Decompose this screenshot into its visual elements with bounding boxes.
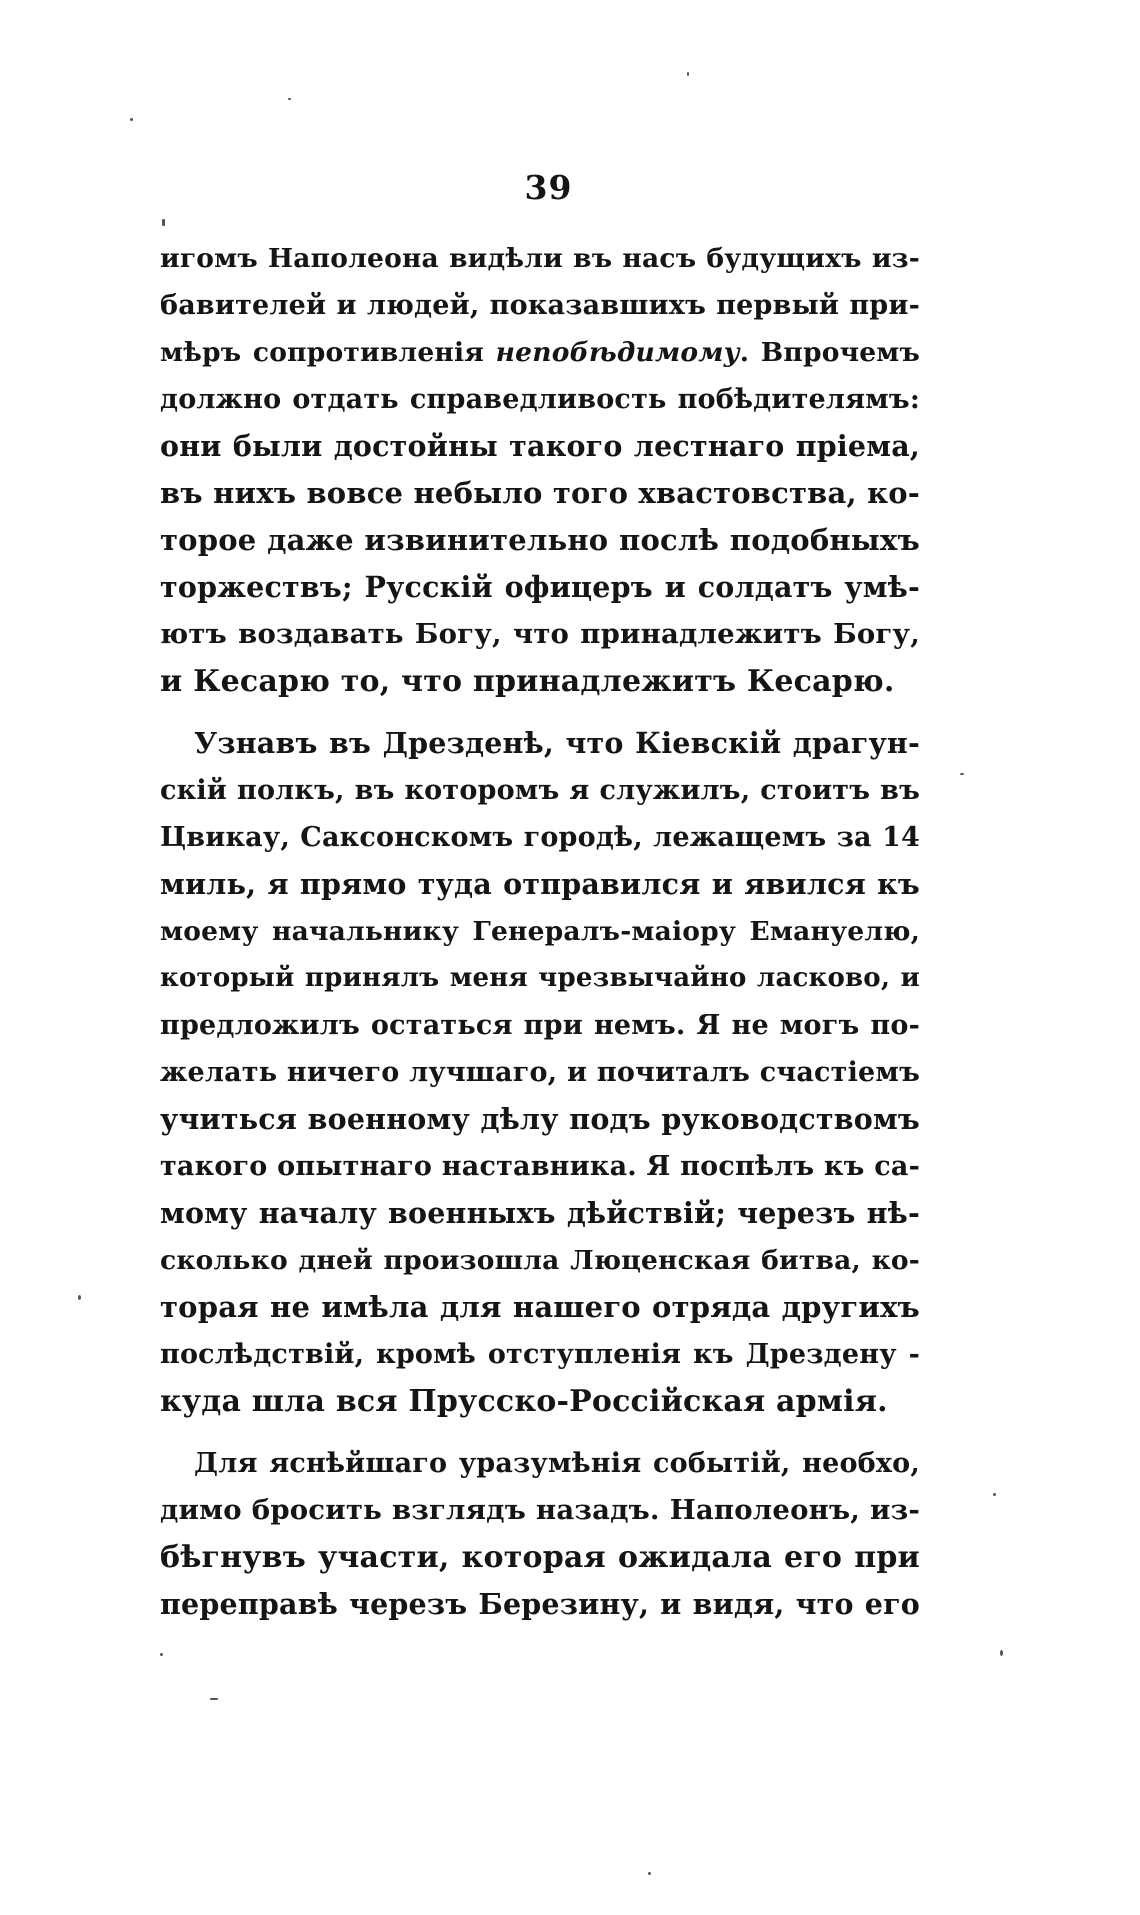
text-line: желать ничего лучшаго, и почиталъ счастіемъ: [160, 1057, 920, 1088]
text-segment: . Впрочемъ: [739, 337, 921, 368]
scan-speck: [1000, 1650, 1003, 1656]
text-line-with-italic: [160, 329, 920, 376]
text-line: торое даже извинительно послѣ подобныхъ: [160, 523, 920, 557]
paragraph-2: [160, 720, 920, 1425]
text-line: димо бросить взглядъ назадъ. Наполеонъ, из-: [160, 1494, 920, 1526]
text-line: Узнавъ въ Дрезденѣ, что Кіевскій драгун-: [194, 726, 920, 760]
scan-speck: [993, 1493, 996, 1496]
text-line: послѣдствій, кромѣ отступленія къ Дрездену -: [160, 1339, 920, 1370]
text-line: скій полкъ, въ которомъ я служилъ, стоитъ въ: [160, 775, 920, 806]
text-line: предложилъ остаться при немъ. Я не могъ по-: [160, 1010, 920, 1041]
text-line: переправѣ черезъ Березину, и видя, что его: [160, 1587, 920, 1621]
text-line: въ нихъ вовсе небыло того хвастовства, ко-: [160, 476, 921, 510]
text-line: ютъ воздавать Богу, что принадлежитъ Богу,: [160, 618, 920, 650]
body-text: [160, 235, 920, 1628]
text-line: Цвикау, Саксонскомъ городѣ, лежащемъ за 14: [160, 822, 920, 853]
text-line: который принялъ меня чрезвычайно ласково, и: [160, 963, 920, 993]
scan-speck: [648, 1872, 651, 1875]
text-line: миль, я прямо туда отправился и явился къ: [160, 867, 920, 901]
scan-speck: [960, 773, 964, 775]
scan-speck: [130, 118, 133, 121]
text-line: сколько дней произошла Люценская битва, ко-: [160, 1245, 920, 1276]
scan-speck: [78, 1295, 81, 1300]
text-line: куда шла вся Прусско-Россійская армія.: [160, 1384, 888, 1419]
text-line: игомъ Наполеона видѣли въ насъ будущихъ из-: [160, 243, 920, 274]
paragraph-1: [160, 235, 920, 705]
text-line: Для яснѣйшаго уразумѣнія событій, необхо,: [194, 1448, 920, 1479]
text-line: торжествъ; Русскій офицеръ и солдатъ умѣ-: [160, 570, 920, 604]
page-number: 39: [524, 168, 573, 207]
text-line: и Кесарю то, что принадлежитъ Кесарю.: [160, 664, 895, 699]
text-line: они были достойны такого лестнаго пріема,: [160, 429, 920, 463]
scan-speck: [160, 1653, 163, 1656]
text-line: такого опытнаго наставника. Я поспѣлъ къ са-: [160, 1151, 920, 1182]
text-line: торая не имѣла для нашего отряда другихъ: [160, 1290, 920, 1324]
paragraph-3: [160, 1440, 920, 1628]
scan-speck: [210, 1698, 218, 1700]
text-line: моему начальнику Генералъ-маіору Емануелю,: [160, 916, 920, 947]
text-line: бавителей и людей, показавшихъ первый при-: [160, 290, 920, 321]
text-segment: мѣръ сопротивленія: [160, 337, 496, 368]
text-line: учиться военному дѣлу подъ руководствомъ: [160, 1102, 920, 1136]
text-line: мому началу военныхъ дѣйствій; черезъ нѣ-: [160, 1196, 920, 1230]
scan-speck: [162, 219, 165, 226]
scan-speck: [288, 98, 291, 100]
text-line: должно отдать справедливость побѣдителямъ:: [160, 384, 920, 415]
italic-phrase: непобѣдимому: [495, 337, 740, 368]
scan-speck: [687, 72, 689, 76]
text-line: бѣгнувъ участи, которая ожидала его при: [160, 1540, 920, 1575]
